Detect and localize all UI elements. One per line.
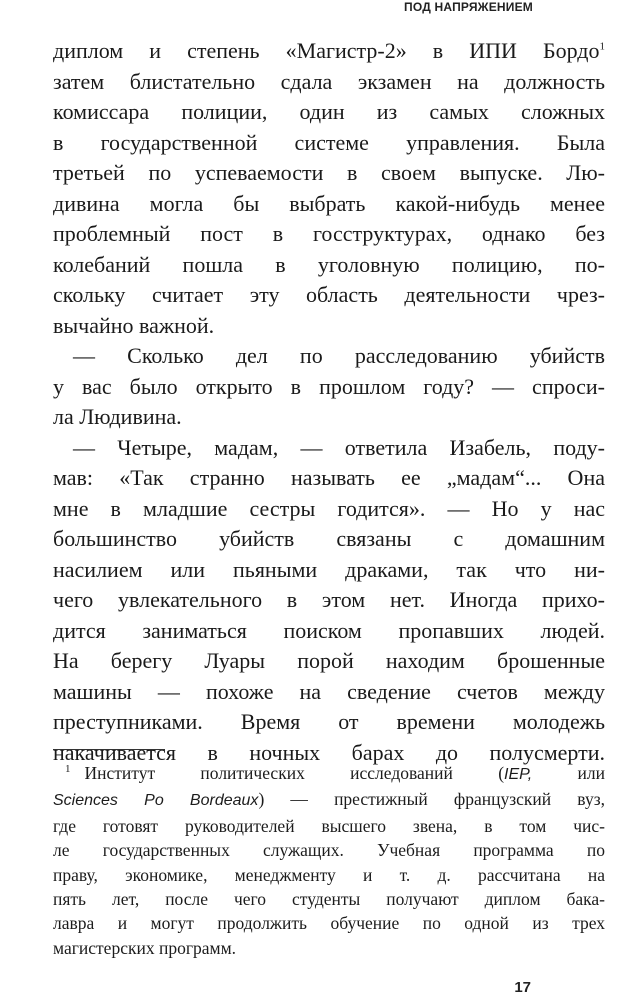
footnote-reference: 1 (599, 40, 605, 53)
text-line: большинство убийств связаны с домашним (53, 526, 605, 551)
text-line: ла Людивина. (53, 404, 182, 429)
text-line: дится заниматься поиском пропавших людей. (53, 617, 605, 643)
footnote (53, 761, 605, 960)
text-line: мне в младшие сестры годится». — Но у нас (53, 495, 605, 521)
text-line: колебаний пошла в уголовную полицию, по- (53, 251, 605, 277)
footnote-line: ле государственных служащих. Учебная программа по (53, 840, 605, 861)
text-line: чего увлекательного в этом нет. Иногда прихо- (53, 587, 605, 612)
footnote-line: где готовят руководителей высшего звена, в том чис- (53, 815, 605, 836)
main-text (53, 36, 605, 768)
text-line: комиссара полиции, один из самых сложных (53, 99, 605, 124)
text-line: насилием или пьяными драками, так что ни- (53, 556, 605, 582)
text-line: преступниками. Время от времени молодежь (53, 709, 605, 734)
text-line: скольку считает эту область деятельности чрез- (53, 282, 605, 307)
text-line: мав: «Так странно называть ее „мадам“... Она (53, 465, 605, 490)
text-line: машины — похоже на сведение счетов между (53, 678, 605, 704)
text-line: На берегу Луары порой находим брошенные (53, 648, 605, 673)
text-line: вычайно важной. (53, 312, 215, 338)
footnote-line: праву, экономике, менеджменту и т. д. рассчитана на (53, 864, 605, 885)
footnote-line: пять лет, после чего студенты получают диплом бака- (53, 889, 605, 910)
text-line: затем блистательно сдала экзамен на должность (53, 68, 605, 94)
text-line: дивина могла бы выбрать какой-нибудь менее (53, 190, 605, 216)
text-line: — Четыре, мадам, — ответила Изабель, поду- (73, 434, 605, 460)
footnote-line: $^1$ Институт политических исследований (IEP, или (65, 763, 605, 783)
footnote-line: Sciences Po Bordeaux) — престижный французский вуз, (53, 789, 605, 810)
page-number: 17 (514, 979, 531, 996)
running-title: ПОД НАПРЯЖЕНИЕМ (404, 0, 533, 14)
text-line: — Сколько дел по расследованию убийств (73, 343, 605, 368)
text-line: проблемный пост в госструктурах, однако без (53, 221, 605, 246)
text-line: третьей по успеваемости в своем выпуске. Лю- (53, 160, 605, 185)
text-line: накачивается в ночных барах до полусмерти. (53, 739, 605, 765)
text-line: в государственной системе управления. Была (53, 129, 605, 155)
footnote-separator (53, 749, 165, 750)
text-line: у вас было открыто в прошлом году? — спроси- (53, 373, 605, 399)
footnote-number: 1 (65, 763, 71, 776)
footnote-line: лавра и могут продолжить обучение по одной из трех (53, 913, 605, 934)
text-line: диплом и степень «Магистр-2» в ИПИ Бордо$^1$ (53, 38, 605, 63)
footnote-line: магистерских программ. (53, 937, 237, 958)
